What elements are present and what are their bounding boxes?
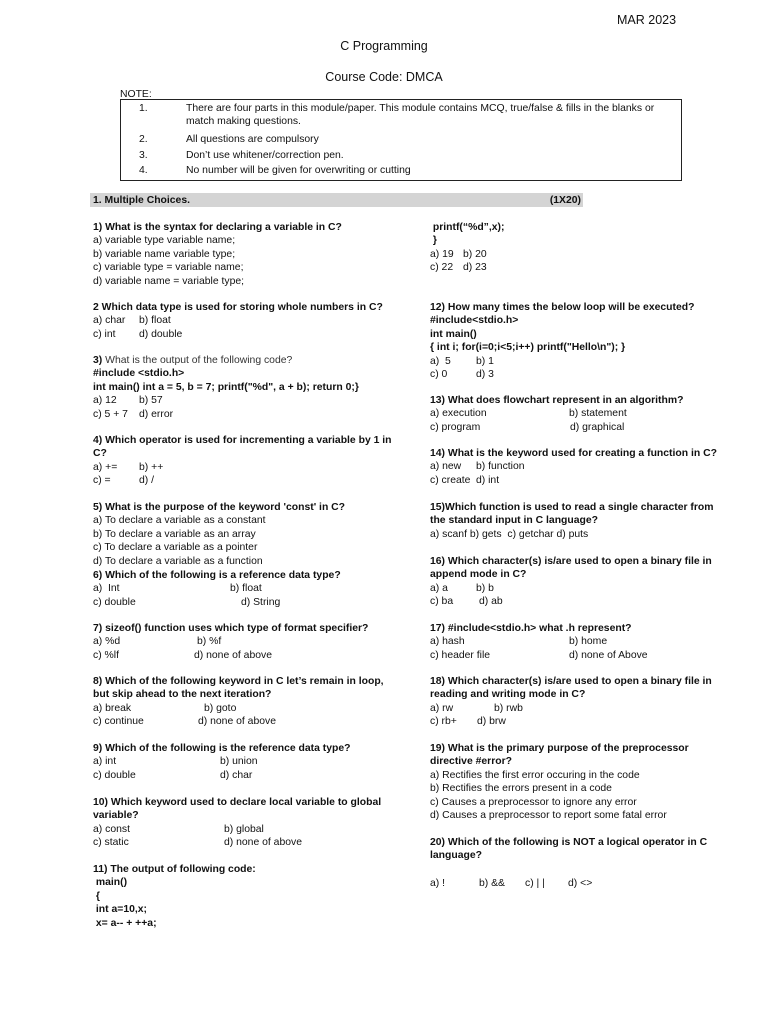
note-item-number: 4.	[139, 165, 148, 176]
option-a: a) const	[93, 823, 130, 835]
option-d: d) none of Above	[569, 649, 648, 661]
option-c: c) int	[93, 328, 116, 340]
question-text: 9) Which of the following is the reference data type?	[93, 743, 351, 754]
note-item-text: There are four parts in this module/paper. This module contains MCQ, true/false & fills in the blanks or match making questions.	[186, 103, 655, 128]
question-20	[430, 836, 707, 890]
option-d: d) double	[139, 328, 183, 340]
question-text: 2 Which data type is used for storing whole numbers in C?	[93, 302, 383, 313]
option-a: a) int	[93, 756, 117, 768]
option-b: b) statement	[569, 408, 627, 420]
option-a: a) break	[93, 702, 132, 714]
question-4	[93, 434, 392, 488]
option-c: c) Causes a preprocessor to ignore any error	[430, 796, 637, 808]
option-b: b) Rectifies the errors present in a code	[430, 783, 612, 795]
option-c: c) To declare a variable as a pointer	[93, 542, 258, 554]
question-14	[430, 447, 717, 487]
question-text-cont: the standard input in C language?	[430, 515, 598, 527]
option-c: c) | |	[525, 877, 545, 889]
question-number: 3)	[93, 355, 103, 366]
question-text: 4) Which operator is used for incrementing a variable by 1 in	[93, 435, 392, 446]
question-2	[93, 301, 383, 341]
option-b: b) rwb	[494, 702, 523, 714]
option-a: a) !	[430, 877, 446, 889]
question-text-cont: language?	[430, 850, 482, 862]
options-line: a) scanf b) gets c) getchar d) puts	[430, 528, 589, 540]
section-title: 1. Multiple Choices.	[93, 195, 190, 206]
question-9	[93, 742, 351, 782]
note-item-number: 2.	[139, 134, 148, 145]
option-c: c) 0	[430, 369, 448, 381]
question-text-cont: reading and writing mode in C?	[430, 689, 586, 701]
option-d: d) ab	[479, 596, 503, 608]
question-text: 8) Which of the following keyword in C let’s remain in loop,	[93, 676, 384, 687]
question-text: What is the output of the following code?	[105, 355, 293, 366]
option-a: a) execution	[430, 408, 487, 420]
option-d: d) graphical	[570, 421, 625, 433]
option-d: d) String	[241, 596, 281, 608]
question-1	[93, 221, 342, 288]
option-c: c) =	[93, 475, 111, 487]
option-a: a) +=	[93, 461, 118, 473]
option-d: d) int	[476, 474, 500, 486]
code-line: int main()	[430, 328, 477, 340]
note-box	[120, 99, 682, 181]
option-b: b) function	[476, 461, 525, 473]
option-a: a) %d	[93, 636, 121, 648]
option-b: b) float	[139, 315, 171, 327]
question-text-cont: but skip ahead to the next iteration?	[93, 689, 272, 701]
option-d: d) 23	[463, 262, 487, 274]
note-item-text: All questions are compulsory	[186, 134, 319, 145]
code-line: }	[430, 235, 437, 247]
question-text: 12) How many times the below loop will be executed?	[430, 302, 695, 313]
question-11-continued	[430, 221, 504, 275]
option-c: c) double	[93, 596, 136, 608]
note-item-text: No number will be given for overwriting or cutting	[186, 165, 411, 176]
code-line: main()	[93, 877, 128, 889]
option-b: b) variable name variable type;	[93, 248, 236, 260]
option-a: a) Rectifies the first error occuring in the code	[430, 769, 640, 781]
option-c: c) %lf	[93, 649, 119, 661]
question-text: 14) What is the keyword used for creating a function in C?	[430, 448, 717, 459]
option-b: b) 1	[476, 355, 494, 367]
option-c: c) static	[93, 837, 129, 849]
question-7	[93, 622, 368, 662]
option-c: c) 5 + 7	[93, 408, 128, 420]
code-line: x= a-- + ++a;	[93, 917, 157, 929]
question-13	[430, 394, 683, 434]
code-line: int a=10,x;	[93, 904, 147, 916]
code-line: { int i; for(i=0;i<5;i++) printf("Hello\n"); }	[430, 342, 626, 354]
code-line: {	[93, 890, 100, 902]
option-a: a) rw	[430, 702, 454, 714]
option-b: b) float	[230, 583, 262, 595]
option-d: d) variable name = variable type;	[93, 275, 245, 287]
question-text-cont: C?	[93, 448, 107, 460]
option-b: b) 20	[463, 248, 487, 260]
question-text: 1) What is the syntax for declaring a variable in C?	[93, 222, 342, 233]
option-d: d) brw	[477, 716, 506, 728]
question-text: 10) Which keyword used to declare local variable to global	[93, 797, 382, 808]
question-text: 20) Which of the following is NOT a logical operator in C	[430, 837, 708, 848]
note-item-number: 1.	[139, 103, 148, 114]
option-d: d) To declare a variable as a function	[93, 555, 263, 567]
option-d: d) <>	[568, 877, 593, 889]
question-16	[430, 555, 712, 609]
question-text: 15)Which function is used to read a single character from	[430, 502, 714, 513]
option-b: b) To declare a variable as an array	[93, 528, 256, 540]
option-c: c) double	[93, 769, 136, 781]
option-c: c) 22	[430, 262, 454, 274]
option-d: d) 3	[476, 369, 494, 381]
question-text: 18) Which character(s) is/are used to open a binary file in	[430, 676, 712, 687]
option-c: c) header file	[430, 649, 491, 661]
option-a: a) To declare a variable as a constant	[93, 515, 266, 527]
option-b: b) global	[224, 823, 264, 835]
question-text: 16) Which character(s) is/are used to open a binary file in	[430, 556, 712, 567]
option-d: d) none of above	[194, 649, 272, 661]
question-11	[93, 863, 256, 930]
section-marks: (1X20)	[549, 195, 581, 206]
option-c: c) create	[430, 474, 471, 486]
question-text: 5) What is the purpose of the keyword 'const' in C?	[93, 502, 346, 513]
question-19	[430, 742, 689, 822]
option-a: a) variable type variable name;	[93, 235, 236, 247]
option-b: b) ++	[139, 461, 164, 473]
option-a: a) 12	[93, 395, 117, 407]
question-17	[430, 622, 648, 662]
question-15	[430, 501, 714, 541]
option-d: d) char	[220, 769, 253, 781]
option-b: b) union	[220, 756, 258, 768]
code-line: #include<stdio.h>	[430, 315, 519, 327]
section-header	[90, 193, 583, 207]
question-text: 13) What does flowchart represent in an algorithm?	[430, 395, 684, 406]
option-b: b) %f	[197, 636, 222, 648]
note-label: NOTE:	[120, 89, 152, 100]
question-6	[93, 569, 341, 609]
course-code: Course Code: DMCA	[325, 70, 443, 84]
note-item-text: Don’t use whitener/correction pen.	[186, 150, 344, 161]
question-18	[430, 675, 712, 729]
option-c: c) ba	[430, 596, 454, 608]
option-d: d) error	[139, 408, 174, 420]
option-b: b) goto	[204, 702, 237, 714]
option-b: b) home	[569, 636, 608, 648]
code-line: int main() int a = 5, b = 7; printf("%d", a + b); return 0;}	[93, 381, 359, 393]
question-text-cont: directive #error?	[430, 756, 513, 768]
option-d: d) none of above	[198, 716, 276, 728]
question-10	[93, 796, 381, 850]
option-d: d) none of above	[224, 837, 302, 849]
question-text: 17) #include<stdio.h> what .h represent?	[430, 623, 632, 634]
page-title: C Programming	[340, 39, 428, 53]
option-a: a) 19	[430, 248, 454, 260]
question-text: 7) sizeof() function uses which type of format specifier?	[93, 623, 369, 634]
option-b: b) b	[476, 582, 494, 594]
option-a: a) 5	[430, 355, 451, 367]
question-12	[430, 301, 694, 381]
question-5	[93, 501, 345, 568]
option-d: d) Causes a preprocessor to report some fatal error	[430, 810, 667, 822]
option-d: d) /	[139, 475, 155, 487]
option-c: c) continue	[93, 716, 144, 728]
option-a: a) Int	[93, 583, 120, 595]
option-b: b) &&	[479, 877, 505, 889]
code-line: #include <stdio.h>	[93, 368, 185, 380]
question-8	[93, 675, 384, 729]
option-b: b) 57	[139, 395, 163, 407]
option-a: a) a	[430, 582, 448, 594]
code-line: printf(“%d”,x);	[430, 222, 505, 233]
exam-date: MAR 2023	[617, 13, 677, 27]
question-text-cont: append mode in C?	[430, 569, 527, 581]
question-text: 11) The output of following code:	[93, 864, 256, 875]
option-a: a) char	[93, 315, 126, 327]
question-3	[93, 354, 359, 421]
question-text-cont: variable?	[93, 810, 139, 822]
option-c: c) variable type = variable name;	[93, 262, 244, 274]
option-c: c) program	[430, 421, 481, 433]
option-a: a) hash	[430, 636, 465, 648]
option-c: c) rb+	[430, 716, 457, 728]
question-text: 19) What is the primary purpose of the preprocessor	[430, 743, 689, 754]
question-text: 6) Which of the following is a reference data type?	[93, 570, 341, 581]
option-a: a) new	[430, 461, 462, 473]
note-item-number: 3.	[139, 150, 148, 161]
